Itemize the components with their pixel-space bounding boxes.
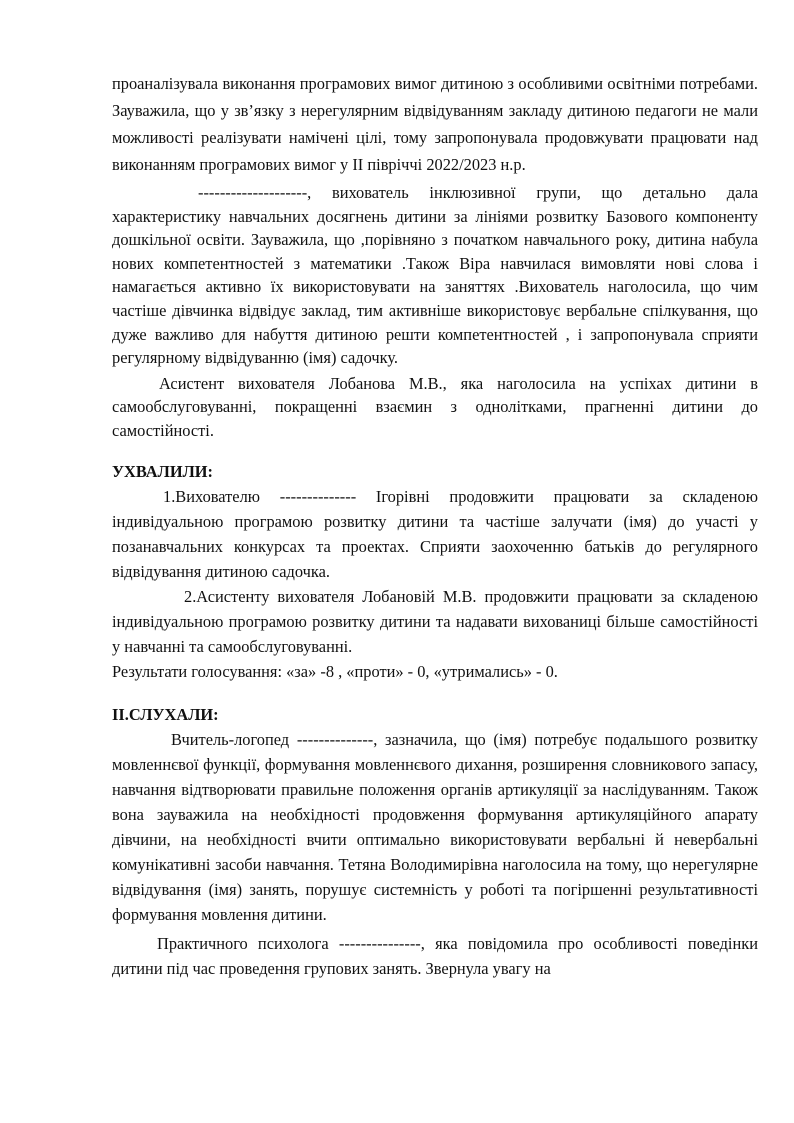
intro-paragraph-1: проаналізувала виконання програмових вимог дитиною з особливими освітніми потребами. Зауважила, що у зв’язку з нерегулярним відвідуванням закладу дитиною педагоги не мали можливості реалізувати намічені цілі, тому запропонувала продовжувати працювати над виконанням програмових вимог у ІІ півріччі 2022/2023 н.р.	[112, 74, 758, 174]
speech-therapist-paragraph: Вчитель-логопед --------------, зазначила, що (імя) потребує подальшого розвитку мовленнєвої функції, формування мовленнєвого дихання, розширення словникового запасу, навчання відтворювати правильне положення органів артикуляції за наслідуванням. Також вона зауважила на необхідності продовження формування артикуляційного апарату дівчини, на необхідності вчити оптимально використовувати вербальні й невербальні комунікативні засоби навчання. Тетяна Володимирівна наголосила на тому, що нерегулярне відвідування (імя) занять, порушує системність у роботі та погіршенні результативності формування мовлення дитини.	[112, 729, 758, 924]
voting-results: Результати голосування: «за» -8 , «проти» - 0, «утримались» - 0.	[112, 661, 558, 681]
decision-item-1: 1.Вихователю -------------- Ігорівні продовжити працювати за складеною індивідуальною програмою розвитку дитини та частіше залучати (імя) до участі у позанавчальних конкурсах та проектах. Сприяти заохоченню батьків до регулярного відвідування дитиною садочка.	[112, 486, 758, 581]
intro-paragraph-3: Асистент вихователя Лобанова М.В., яка наголосила на успіхах дитини в самообслуговуванні, покращенні взаємин з однолітками, прагненні дитини до самостійності.	[112, 373, 758, 440]
intro-paragraph-2: --------------------, вихователь інклюзивної групи, що детально дала характеристику навчальних досягнень дитини за лініями розвитку Базового компоненту дошкільної освіти. Зауважила, що ,порівняно з початком навчального року, дитина набула нових компетентностей з математики .Також Віра навчилася вимовляти нові слова і намагається активно їх використовувати на заняттях .Вихователь наголосила, що чим частіше дівчинка відвідує заклад, тим активніше використовує вербальне спілкування, що дуже важливо для набуття дитиною решти компетентностей , і запропонувала сприяти регулярному відвідуванню (імя) садочку.	[112, 183, 758, 368]
psychologist-paragraph: Практичного психолога ---------------, яка повідомила про особливості поведінки дитини під час проведення групових занять. Звернула увагу на	[112, 933, 758, 978]
document-page	[112, 70, 758, 981]
decision-heading: УХВАЛИЛИ:	[112, 461, 213, 481]
section-two-heading: ІІ.СЛУХАЛИ:	[112, 704, 219, 724]
decision-item-2: 2.Асистенту вихователя Лобановій М.В. продовжити працювати за складеною індивідуальною програмою розвитку дитини та надавати вихованиці більше самостійності у навчанні та самообслуговуванні.	[112, 586, 758, 656]
